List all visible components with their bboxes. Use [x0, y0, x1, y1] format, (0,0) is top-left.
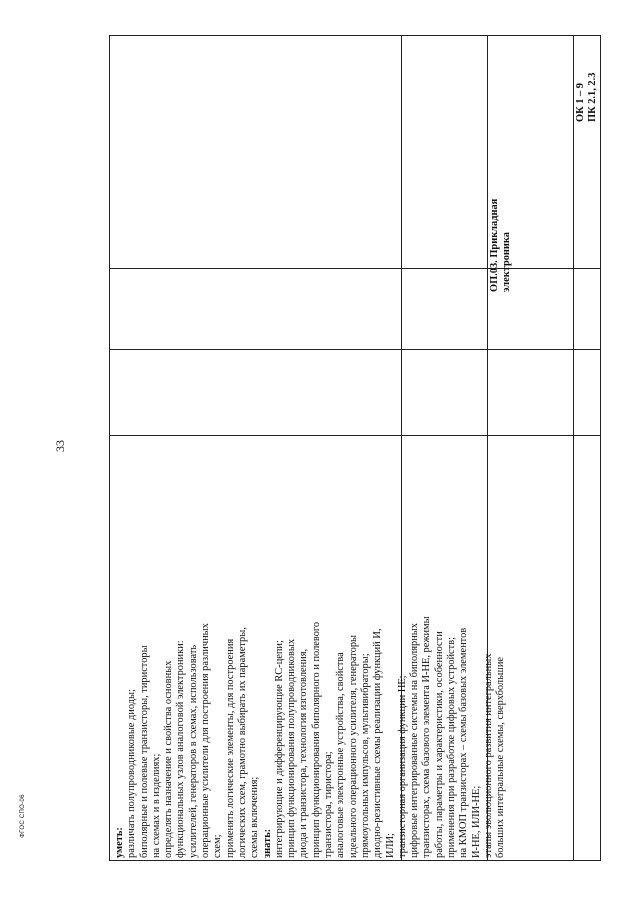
skills-text-line: биполярные и полевые транзисторы, тиристоры: [138, 645, 150, 858]
skills-text-line: идеального операционного усилителя, генераторы: [347, 634, 359, 858]
competence-text-line: ОК 1 – 9: [575, 83, 586, 122]
skills-text-line: усилителей, генераторов в схемах, использовать: [187, 644, 199, 858]
page-number: 33: [53, 440, 67, 452]
discipline-text-line: электроника: [501, 232, 513, 292]
footer-standard-code: ФГОС СПО-06: [20, 794, 26, 838]
skills-knowledge-cell: [114, 468, 580, 858]
skills-text-line: на КМОП транзисторах – схемы базовых элементов: [458, 627, 470, 858]
skills-text-line: И-НЕ, ИЛИ-НЕ;: [470, 785, 482, 858]
skills-text-line: схемы включения;: [249, 776, 261, 858]
skills-text-line: транзисторах, схема базового элемента И-НЕ, режимы: [421, 616, 433, 858]
competence-text-line: ПК 2.1, 2.3: [587, 72, 599, 122]
skills-text-line: транзистора, тиристора;: [323, 751, 335, 858]
skills-text-line: интегрирующие и дифференцирующие RC-цепи;: [273, 640, 285, 858]
skills-text-line: принцип функционирования полупроводниковых: [286, 638, 298, 858]
skills-text-line: принцип функционирования биполярного и полевого: [310, 621, 322, 858]
skills-text-line: применять логические элементы, для построения: [224, 638, 236, 858]
skills-text-line: уметь:: [114, 827, 125, 858]
skills-text-line: цифровые интегрированные системы на биполярных: [409, 623, 421, 858]
skills-text-line: аналоговые электронные устройства, свойства: [335, 652, 347, 858]
skills-text-line: применения при разработке цифровых устройств;: [446, 637, 458, 858]
skills-text-line: определять назначение и свойства основных: [163, 660, 175, 858]
skills-text-line: работы, параметры и характеристики, особенности: [433, 631, 445, 858]
skills-text-line: этапы эволюционного развития интегральных: [482, 653, 494, 858]
competence-codes-cell: [575, 37, 605, 122]
table-row-divider: [110, 435, 600, 436]
skills-text-line: больших интегральные схемы, сверхбольшие: [495, 656, 507, 858]
skills-text-line: различать полупроводниковые диоды;: [126, 689, 138, 858]
skills-text-line: на схемах и в изделиях;: [150, 753, 162, 858]
table-row-divider: [110, 349, 600, 350]
skills-text-line: операционные усилители для построения различных: [200, 623, 212, 858]
skills-text-line: диодно-резистивные схемы реализации функций И,: [372, 628, 384, 858]
skills-text-line: прямоугольных импульсов, мультивибраторы;: [359, 653, 371, 858]
skills-text-line: ИЛИ;: [384, 833, 396, 858]
skills-text-line: диода и транзистора, технология изготовления,: [298, 648, 310, 858]
discipline-text-line: ОП.03. Прикладная: [489, 198, 500, 292]
skills-text-line: функциональных узлов аналоговой электроники:: [175, 640, 187, 858]
skills-text-line: знать:: [261, 828, 273, 858]
skills-text-line: транзисторная организация функции НЕ;: [396, 675, 408, 858]
skills-text-line: схем;: [212, 834, 224, 858]
skills-text-line: логических схем, грамотно выбирать их параметры,: [236, 627, 248, 858]
